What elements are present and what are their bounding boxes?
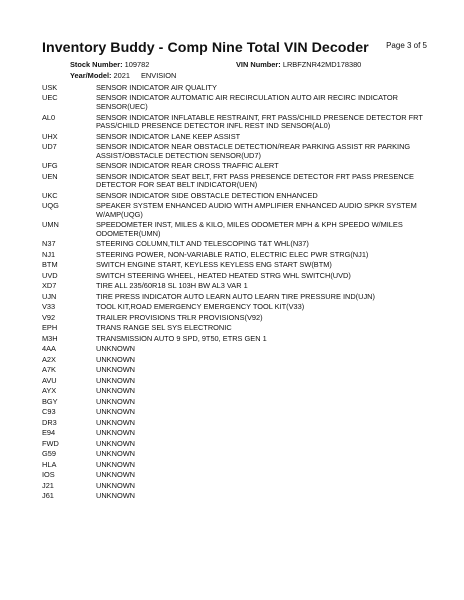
option-description: SWITCH ENGINE START, KEYLESS KEYLESS ENG START SW(BTM) (96, 260, 332, 270)
option-code: UEC (42, 93, 58, 103)
option-code: BTM (42, 260, 58, 270)
option-description: UNKNOWN (96, 386, 136, 396)
option-row (42, 314, 432, 323)
option-code: V33 (42, 302, 56, 312)
option-row (42, 272, 432, 281)
option-code: UKC (42, 190, 58, 200)
option-description: TRANSMISSION AUTO 9 SPD, 9T50, ETRS GEN 1 (96, 333, 267, 343)
option-description: TRANS RANGE SEL SYS ELECTRONIC (96, 323, 232, 333)
option-description: UNKNOWN (96, 375, 136, 385)
option-description: UNKNOWN (96, 407, 136, 417)
option-description: SENSOR INDICATOR LANE KEEP ASSIST (96, 131, 241, 141)
stock-number-value: 109782 (124, 60, 150, 69)
vin-number (236, 60, 361, 69)
option-row (42, 461, 432, 470)
option-code: FWD (42, 438, 59, 448)
option-description: UNKNOWN (96, 470, 136, 480)
option-code: UJN (42, 291, 57, 301)
option-row (42, 398, 432, 407)
option-description: SPEEDOMETER INST, MILES & KILO, MILES ODOMETER MPH & KPH SPEEDO W/MILES ODOMETER(UMN) (96, 220, 403, 238)
option-description: UNKNOWN (96, 480, 136, 490)
option-code: J21 (42, 480, 54, 490)
page-title: Inventory Buddy - Comp Nine Total VIN Decoder (42, 40, 369, 56)
option-description: UNKNOWN (96, 417, 136, 427)
year-model (70, 71, 130, 80)
option-row (42, 335, 432, 344)
option-code: NJ1 (42, 249, 56, 259)
option-description: SENSOR INDICATOR SIDE OBSTACLE DETECTION ENHANCED (96, 190, 318, 200)
option-description: SENSOR INDICATOR REAR CROSS TRAFFIC ALERT (96, 161, 279, 171)
option-row (42, 471, 432, 480)
option-code: XD7 (42, 281, 57, 291)
option-code: UD7 (42, 142, 57, 152)
option-description: SENSOR INDICATOR AIR QUALITY (96, 83, 217, 92)
option-code: A2X (42, 354, 56, 364)
stock-number (70, 60, 149, 69)
option-description: UNKNOWN (96, 354, 136, 364)
option-row (42, 114, 432, 131)
option-description: UNKNOWN (96, 459, 136, 469)
option-code: IOS (42, 470, 55, 480)
option-description: TRAILER PROVISIONS TRLR PROVISIONS(V92) (96, 312, 263, 322)
option-code: J61 (42, 491, 54, 501)
option-code: AL0 (42, 112, 56, 122)
option-code: UHX (42, 131, 58, 141)
option-row (42, 324, 432, 333)
option-row (42, 450, 432, 459)
option-code: V92 (42, 312, 56, 322)
stock-number-label: Stock Number: (70, 60, 123, 69)
option-code: BGY (42, 396, 58, 406)
option-row (42, 419, 432, 428)
option-row (42, 377, 432, 386)
option-code-list (42, 84, 432, 503)
option-row (42, 240, 432, 249)
vin-number-value: LRBFZNR42MD178380 (282, 60, 362, 69)
option-row (42, 303, 432, 312)
page-number: Page 3 of 5 (386, 41, 427, 50)
option-code: G59 (42, 449, 56, 459)
option-description: UNKNOWN (96, 396, 136, 406)
option-code: N37 (42, 239, 56, 249)
option-code: AYX (42, 386, 57, 396)
option-row (42, 261, 432, 270)
option-row (42, 221, 432, 238)
option-description: SENSOR INDICATOR INFLATABLE RESTRAINT, FRT PASS/CHILD PRESENCE DETECTOR FRT PASS/CHILD PRESENCE DETECTOR INFL REST IND SENSOR(AL0) (96, 112, 423, 131)
vin-number-label: VIN Number: (236, 60, 281, 69)
option-description: TIRE ALL 235/60R18 SL 103H BW AL3 VAR 1 (96, 281, 248, 291)
option-row (42, 345, 432, 354)
option-code: M3H (42, 333, 58, 343)
option-row (42, 429, 432, 438)
option-code: HLA (42, 459, 57, 469)
option-row (42, 251, 432, 260)
option-code: UFG (42, 161, 58, 171)
option-row (42, 387, 432, 396)
option-code: C93 (42, 407, 56, 417)
option-code: AVU (42, 375, 57, 385)
option-description: UNKNOWN (96, 491, 136, 501)
option-row (42, 202, 432, 219)
option-code: USK (42, 83, 58, 92)
option-description: SENSOR INDICATOR NEAR OBSTACLE DETECTION/REAR PARKING ASSIST RR PARKING ASSIST/OBSTACLE DETECTION SENSOR(UD7) (96, 142, 411, 160)
year-value: 2021 (113, 71, 130, 80)
option-description: SENSOR INDICATOR SEAT BELT, FRT PASS PRESENCE DETECTOR FRT PASS PRESENCE DETECTOR FOR SEAT BELT INDICATOR(UEN) (96, 171, 414, 190)
option-code: E94 (42, 428, 56, 438)
option-row (42, 293, 432, 302)
option-row (42, 440, 432, 449)
option-description: TOOL KIT,ROAD EMERGENCY EMERGENCY TOOL KIT(V33) (96, 302, 305, 312)
option-code: DR3 (42, 417, 57, 427)
option-row (42, 192, 432, 201)
option-row (42, 356, 432, 365)
option-row (42, 482, 432, 491)
option-code: UMN (42, 220, 59, 230)
option-description: SENSOR INDICATOR AUTOMATIC AIR RECIRCULATION AUTO AIR RECIRC INDICATOR SENSOR(UEC) (96, 93, 398, 112)
option-description: UNKNOWN (96, 449, 136, 459)
option-description: UNKNOWN (96, 344, 136, 354)
option-description: TIRE PRESS INDICATOR AUTO LEARN AUTO LEARN TIRE PRESSURE IND(UJN) (96, 291, 375, 301)
option-row (42, 84, 432, 93)
option-description: UNKNOWN (96, 365, 136, 375)
model-name (141, 71, 176, 80)
option-row (42, 94, 432, 111)
model-value: ENVISION (141, 71, 177, 80)
option-row (42, 173, 432, 190)
option-code: UEN (42, 171, 58, 181)
option-row (42, 492, 432, 501)
option-row (42, 282, 432, 291)
option-description: UNKNOWN (96, 428, 136, 438)
option-code: EPH (42, 323, 58, 333)
option-code: UVD (42, 270, 58, 280)
option-description: STEERING COLUMN,TILT AND TELESCOPING T&T WHL(N37) (96, 239, 309, 249)
option-row (42, 133, 432, 142)
option-code: UQG (42, 201, 59, 211)
option-row (42, 143, 432, 160)
option-description: STEERING POWER, NON-VARIABLE RATIO, ELECTRIC ELEC PWR STRG(NJ1) (96, 249, 369, 259)
option-row (42, 408, 432, 417)
option-description: SWITCH STEERING WHEEL, HEATED HEATED STRG WHL SWITCH(UVD) (96, 270, 351, 280)
option-row (42, 162, 432, 171)
option-code: 4AA (42, 344, 56, 354)
option-description: SPEAKER SYSTEM ENHANCED AUDIO WITH AMPLIFIER ENHANCED AUDIO SPKR SYSTEM W/AMP(UQG) (96, 201, 417, 219)
year-model-label: Year/Model: (70, 71, 112, 80)
option-description: UNKNOWN (96, 438, 136, 448)
option-row (42, 366, 432, 375)
option-code: A7K (42, 365, 56, 375)
